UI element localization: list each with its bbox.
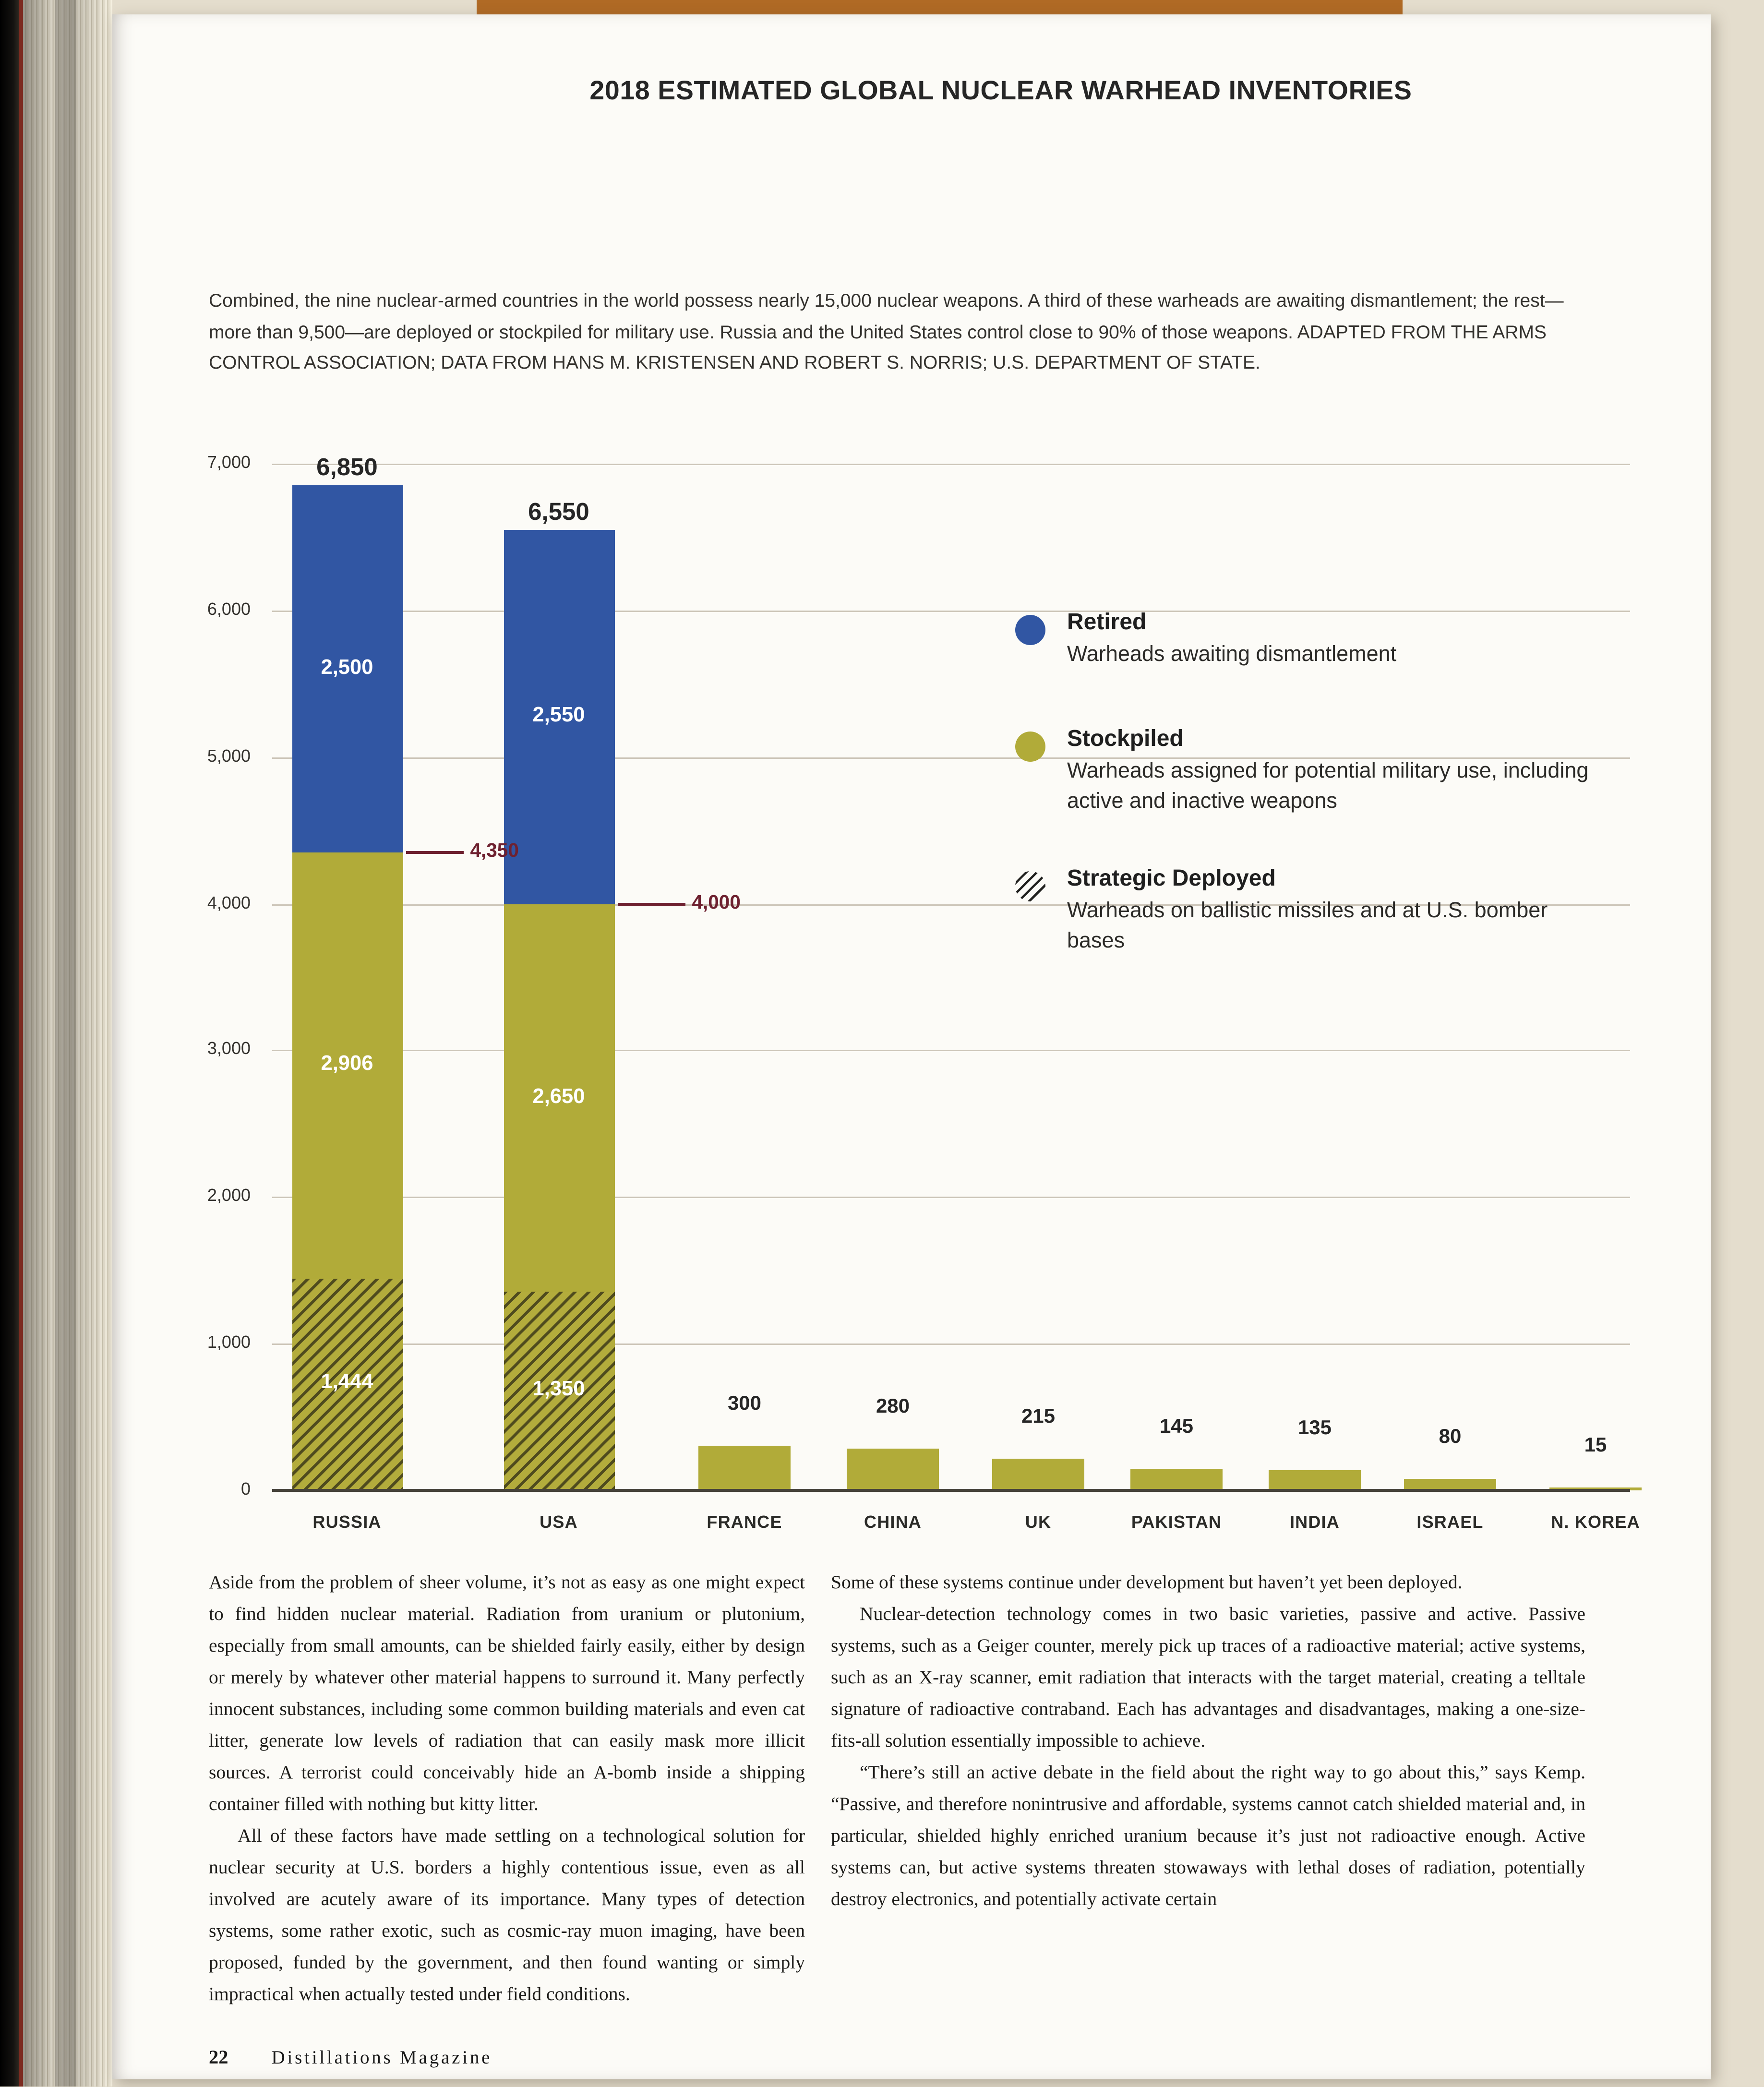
legend-item-stockpiled [1015,724,1597,816]
legend-name: Strategic Deployed [1067,867,1276,891]
bar-segment-label: 2,550 [532,704,585,727]
book-cover-edge [0,0,19,2087]
x-axis-line [272,1489,1630,1492]
chart-title: 2018 ESTIMATED GLOBAL NUCLEAR WARHEAD INVENTORIES [589,75,1412,105]
y-axis-label: 3,000 [207,1039,251,1059]
bar-total-label: 215 [1021,1404,1056,1427]
legend-text-retired [1067,608,1396,670]
legend-item-strategic-deployed [1015,864,1597,956]
x-axis-label: PAKISTAN [1131,1512,1222,1532]
bar-total-label: 6,850 [316,454,378,481]
annotation-line [617,902,685,905]
strategic-deployed-swatch-icon [1015,871,1045,901]
retired-swatch-icon [1015,615,1045,645]
bar-segment-label: 2,500 [321,656,373,679]
y-axis-label: 5,000 [207,745,251,766]
y-axis-label: 0 [240,1479,251,1499]
legend-desc: Warheads assigned for potential military use, including active and inactive weapons [1067,759,1589,814]
gridline [272,1343,1630,1345]
body-paragraph: All of these factors have made settling on a technological solution for nuclear security at U.S. borders a highly contentious issue, even as all involved are acutely aware of its importance. Many types of detection systems, some rather exotic, such as cosmic-ray muon imaging, have been proposed, funded by the government, and then found wanting or simply impractical when actually tested under field conditions. [209,1824,805,2004]
bar-total-label: 280 [876,1394,910,1418]
bar-total-label: 300 [727,1391,762,1415]
legend-name: Stockpiled [1067,727,1184,752]
bar-segment-label: 2,906 [321,1052,373,1076]
spine-shadow [23,0,112,2087]
gridline [272,1050,1630,1052]
body-column-right [831,1567,1585,1915]
body-column-left [209,1567,805,2010]
x-axis-label: INDIA [1289,1512,1340,1532]
legend-text-strategic-deployed [1067,864,1597,956]
bar-segment-stockpiled [1130,1469,1223,1490]
book-edge-red-stripe [19,0,23,2087]
legend-desc: Warheads on ballistic missiles and at U.S. bomber bases [1067,899,1548,953]
x-axis-label: FRANCE [707,1512,782,1532]
bar-total-label: 15 [1584,1433,1607,1457]
x-axis-label: UK [1025,1512,1052,1532]
chart-legend [1015,608,1597,956]
x-axis-label: RUSSIA [312,1512,382,1532]
bar-segment-label: 1,350 [532,1378,585,1402]
chart-intro-caption: Combined, the nine nuclear-armed countries in the world possess nearly 15,000 nuclear weapons. A third of these warheads are awaiting dismantlement; the rest—more than 9,500—are deployed or stockpiled for military use. Russia and the United States control close to 90% of those weapons. ADAPTED FROM THE ARMS CONTROL ASSOCIATION; DATA FROM HANS M. KRISTENSEN AND ROBERT S. NORRIS; U.S. DEPARTMENT OF STATE. [209,289,1564,373]
y-axis-label: 2,000 [207,1185,251,1206]
bar-total-label: 6,550 [528,498,589,526]
stockpiled-swatch-icon [1015,732,1045,762]
legend-text-stockpiled [1067,724,1597,816]
gridline [272,464,1630,465]
bar-total-label: 135 [1297,1415,1332,1439]
y-axis-label: 7,000 [207,452,251,472]
bar-segment-stockpiled [1269,1471,1361,1490]
annotation-line [406,851,463,854]
body-paragraph: Aside from the problem of sheer volume, it’s not as easy as one might expect to find hidden nuclear material. Radiation from uranium or plutonium, especially from small amounts, can be shielded fairly easily, either by design or merely by whatever other material happens to surround it. Many perfectly innocent substances, including some common building materials and even cat litter, generate low levels of radiation that can easily mask more illicit sources. A terrorist could conceivably hide an A-bomb inside a shipping container filled with nothing but kitty litter. [209,1571,805,1814]
legend-name: Retired [1067,611,1147,635]
bar-total-label: 80 [1439,1424,1462,1447]
page-footer [209,2045,492,2071]
top-accent-bar [477,0,1403,14]
legend-desc: Warheads awaiting dismantlement [1067,642,1397,667]
y-axis-label: 6,000 [207,599,251,619]
x-axis-label: CHINA [864,1512,922,1532]
legend-item-retired [1015,608,1597,670]
x-axis-label: ISRAEL [1416,1512,1484,1532]
y-axis-label: 1,000 [207,1332,251,1353]
body-paragraph: Some of these systems continue under development but haven’t yet been deployed. [831,1571,1463,1593]
annotation-label: 4,000 [692,890,741,912]
bar-total-label: 145 [1159,1414,1194,1438]
x-axis-label: USA [540,1512,578,1532]
x-axis-label: N. KOREA [1551,1512,1640,1532]
body-paragraph: Nuclear-detection technology comes in two basic varieties, passive and active. Passive systems, such as a Geiger counter, merely pick up traces of a radioactive material; active systems, such as an X-ray scanner, emit radiation that interacts with the target material, creating a telltale signature of radioactive contraband. Each has advantages and disadvantages, making a one-size-fits-all solution essentially impossible to achieve. [831,1603,1585,1751]
y-axis-label: 4,000 [207,892,251,912]
bar-segment-label: 1,444 [321,1371,373,1395]
body-paragraph: “There’s still an active debate in the field about the right way to go about this,” says Kemp. “Passive, and therefore nonintrusive and affordable, systems cannot catch shielded material and, in particular, shielded highly enriched uranium because it’s just not radioactive enough. Active systems can, but active systems threaten stowaways with lethal doses of radiation, potentially destroy electronics, and potentially activate certain [831,1761,1585,1909]
annotation-label: 4,350 [470,839,519,861]
page-number: 22 [209,2046,228,2068]
gridline [272,1197,1630,1199]
magazine-name: Distillations Magazine [271,2046,492,2068]
bar-segment-stockpiled [992,1459,1084,1490]
book-page-edges [0,0,112,2087]
bar-segment-stockpiled [698,1446,791,1490]
bar-segment-label: 2,650 [532,1085,585,1108]
bar-segment-stockpiled [847,1449,939,1490]
magazine-page [112,14,1711,2079]
